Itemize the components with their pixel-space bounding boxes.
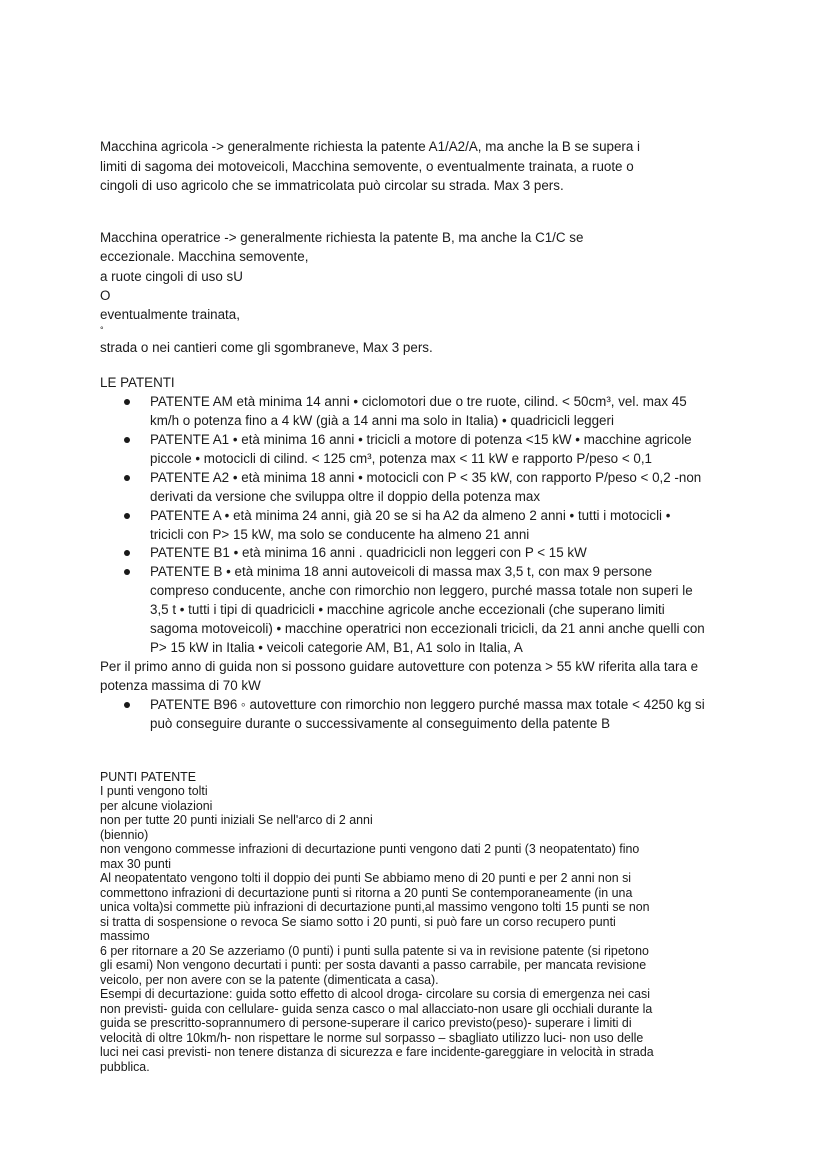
text-line: velocità di oltre 10km/h- non rispettare le norme sul sorpasso – sbagliato utilizzo luci- non uso delle bbox=[100, 1031, 644, 1045]
text-line: PATENTE A2 • età minima 18 anni • motocicli con P < 35 kW, con rapporto P/peso < 0,2 -non bbox=[150, 470, 702, 485]
section-heading: PUNTI PATENTE bbox=[100, 770, 197, 784]
bullet-icon bbox=[124, 513, 130, 519]
bullet-icon bbox=[124, 399, 130, 405]
text-line: cingoli di uso agricolo che se immatricolata può circolar su strada. Max 3 pers. bbox=[100, 178, 564, 193]
degree-mark: ° bbox=[100, 325, 104, 335]
text-line: I punti vengono tolti bbox=[100, 784, 208, 798]
text-line: a ruote cingoli di uso sU bbox=[100, 269, 243, 284]
text-line: non vengono commesse infrazioni di decurtazione punti vengono dati 2 punti (3 neopatentato) fino bbox=[100, 842, 640, 856]
text-line: PATENTE B96 ◦ autovetture con rimorchio non leggero purché massa max totale < 4250 kg si bbox=[150, 697, 705, 712]
text-line: piccole • motocicli di cilind. < 125 cm³, potenza max < 11 kW e rapporto P/peso < 0,1 bbox=[150, 451, 652, 466]
text-line: PATENTE B1 • età minima 16 anni . quadricicli non leggeri con P < 15 kW bbox=[150, 545, 587, 560]
text-line: derivati da versione che sviluppa oltre il doppio della potenza max bbox=[150, 489, 541, 504]
text-line: PATENTE A • età minima 24 anni, già 20 se si ha A2 da almeno 2 anni • tutti i motocicli • bbox=[150, 508, 671, 523]
text-line: km/h o potenza fino a 4 kW (già a 14 anni ma solo in Italia) • quadricicli leggeri bbox=[150, 413, 614, 428]
text-line: (biennio) bbox=[100, 828, 149, 842]
text-line: Macchina agricola -> generalmente richiesta la patente A1/A2/A, ma anche la B se supera i bbox=[100, 139, 641, 154]
bullet-icon bbox=[124, 569, 130, 575]
bullet-icon bbox=[124, 475, 130, 481]
text-line: PATENTE B • età minima 18 anni autoveicoli di massa max 3,5 t, con max 9 persone bbox=[150, 564, 653, 579]
text-line: Esempi di decurtazione: guida sotto effetto di alcool droga- circolare su corsia di emergenza nei casi bbox=[100, 987, 651, 1001]
text-line: PATENTE A1 • età minima 16 anni • tricicli a motore di potenza <15 kW • macchine agricole bbox=[150, 432, 692, 447]
text-line: PATENTE AM età minima 14 anni • ciclomotori due o tre ruote, cilind. < 50cm³, vel. max 45 bbox=[150, 394, 687, 409]
text-line: luci nei casi previsti- non tenere distanza di sicurezza e fare incidente-gareggiare in velocità in strada bbox=[100, 1045, 654, 1059]
section-heading: LE PATENTI bbox=[100, 375, 175, 390]
text-line: Macchina operatrice -> generalmente richiesta la patente B, ma anche la C1/C se bbox=[100, 230, 584, 245]
text-line: gli esami) Non vengono decurtati i punti: per sosta davanti a passo carrabile, per mancata revisione bbox=[100, 958, 647, 972]
text-line: 3,5 t • tutti i tipi di quadricicli • macchine agricole anche eccezionali (che superano limiti bbox=[150, 602, 665, 617]
text-line: potenza massima di 70 kW bbox=[100, 678, 261, 693]
text-line: limiti di sagoma dei motoveicoli, Macchina semovente, o eventualmente trainata, a ruote o bbox=[100, 159, 634, 174]
text-line: veicolo, per non avere con se la patente (dimenticata a casa). bbox=[100, 973, 439, 987]
text-line: max 30 punti bbox=[100, 857, 172, 871]
text-line: strada o nei cantieri come gli sgombraneve, Max 3 pers. bbox=[100, 340, 433, 355]
text-line: compreso conducente, anche con rimorchio non leggero, purché massa totale non superi le bbox=[150, 583, 693, 598]
text-line: eccezionale. Macchina semovente, bbox=[100, 249, 309, 264]
text-line: per alcune violazioni bbox=[100, 799, 213, 813]
text-line: commettono infrazioni di decurtazione punti si ritorna a 20 punti Se contemporaneamente (in una bbox=[100, 886, 633, 900]
text-line: tricicli con P> 15 kW, ma solo se conducente ha almeno 21 anni bbox=[150, 527, 530, 542]
text-line: 6 per ritornare a 20 Se azzeriamo (0 punti) i punti sulla patente si va in revisione patente (si ripetono bbox=[100, 944, 649, 958]
text-line: non previsti- guida con cellulare- guida senza casco o mal allacciato-non usare gli occhiali durante la bbox=[100, 1002, 653, 1016]
bullet-icon bbox=[124, 437, 130, 443]
text-line: massimo bbox=[100, 929, 150, 943]
text-line: sagoma motoveicoli) • macchine operatrici non eccezionali tricicli, da 21 anni anche quelli con bbox=[150, 621, 705, 636]
text-line: unica volta)si commette più infrazioni di decurtazione punti,al massimo vengono tolti 15 punti se non bbox=[100, 900, 650, 914]
text-line: P> 15 kW in Italia • veicoli categorie AM, B1, A1 solo in Italia, A bbox=[150, 640, 523, 655]
text-line: O bbox=[100, 288, 111, 303]
text-line: non per tutte 20 punti iniziali Se nell'arco di 2 anni bbox=[100, 813, 373, 827]
text-line: eventualmente trainata, bbox=[100, 307, 240, 322]
text-line: pubblica. bbox=[100, 1060, 150, 1074]
text-line: Per il primo anno di guida non si possono guidare autovetture con potenza > 55 kW riferita alla tara e bbox=[100, 659, 699, 674]
text-line: si tratta di sospensione o revoca Se siamo sotto i 20 punti, si può fare un corso recupero punti bbox=[100, 915, 616, 929]
text-line: guida se prescritto-soprannumero di persone-superare il carico previsto(peso)- superare i limiti di bbox=[100, 1016, 632, 1030]
bullet-icon bbox=[124, 702, 130, 708]
text-line: può conseguire durante o successivamente al conseguimento della patente B bbox=[150, 716, 611, 731]
bullet-icon bbox=[124, 550, 130, 556]
text-line: Al neopatentato vengono tolti il doppio dei punti Se abbiamo meno di 20 punti e per 2 anni non si bbox=[100, 871, 632, 885]
